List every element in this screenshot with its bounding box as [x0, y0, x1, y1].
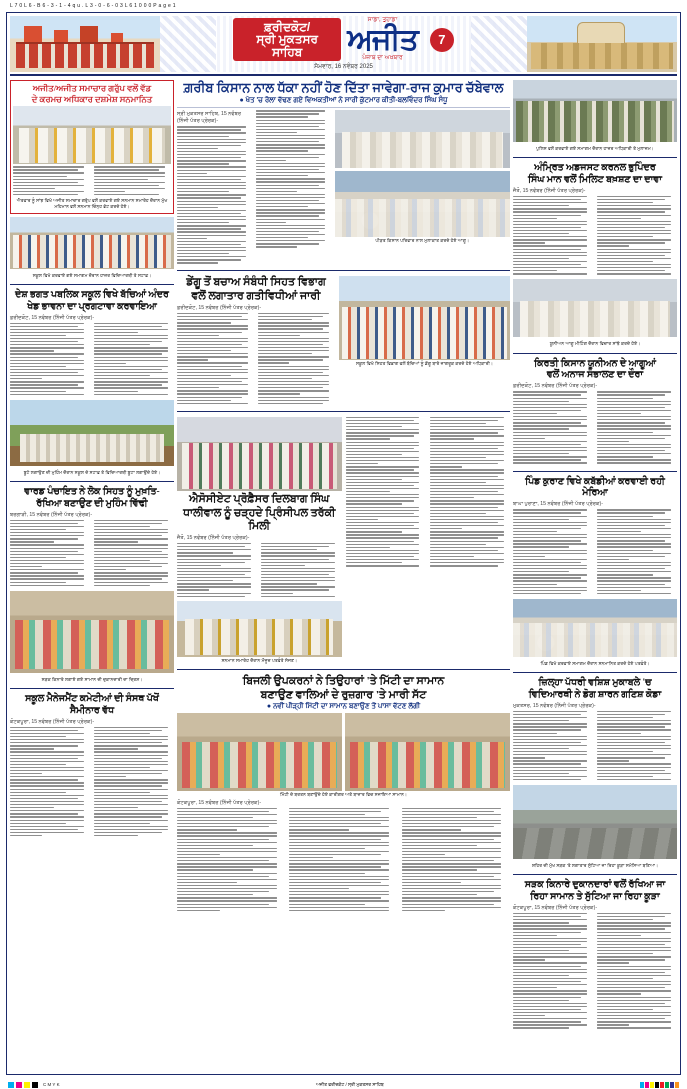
pottery-caption: ਮਿੱਟੀ ਦੇ ਬਰਤਨ ਬਣਾਉਂਦੇ ਹੋਏ ਕਾਰੀਗਰ ਅਤੇ ਬਾਜ਼ਾਰ ਵਿਚ ਸਜਾਇਆ ਸਾਮਾਨ। — [279, 792, 407, 798]
divider-center-2 — [177, 411, 510, 412]
edition-line-2: ਸ੍ਰੀ ਮੁਕਤਸਰ ਸਾਹਿਬ — [256, 32, 318, 59]
tree-plantation-photo — [10, 400, 174, 466]
pottery-subhead-text: ਨਵੀਂ ਪੀੜ੍ਹੀ ਮਿੱਟੀ ਦਾ ਸਾਮਾਨ ਬਣਾਉਣ ਤੋਂ ਪਾਸਾ ਵੱਟਣ ਲੱਗੀ — [273, 703, 421, 711]
divider-r4 — [513, 672, 677, 673]
lead-body-col-1 — [177, 126, 252, 263]
roadside-headline-2: ਰਿਹਾ ਸਾਮਾਨ ਤੇ ਸੁੱਟਿਆ ਜਾ ਰਿਹਾ ਕੂੜਾ — [530, 892, 660, 903]
lead-body-col-2 — [256, 110, 331, 247]
roadside-byline: ਕੋਟਕਪੂਰਾ, 15 ਨਵੰਬਰ (ਨਿੱਜੀ ਪੱਤਰ ਪ੍ਰੇਰਕ)- — [513, 904, 598, 911]
divider-center-3 — [177, 669, 510, 670]
professor-body — [177, 543, 342, 599]
column-right — [513, 80, 677, 1067]
article-sanman-headline-2: ਦੇ ਕਰਮਚ ਅਧਿਕਾਰ ਦਸ਼ਮੇਸ਼ ਸਨਮਾਨਿਤ — [31, 93, 153, 104]
students-group-caption: ਸਕੂਲ ਵਿਖੇ ਕਰਵਾਏ ਗਏ ਸਮਾਗਮ ਦੌਰਾਨ ਹਾਜ਼ਰ ਵਿਦਿਆਰਥੀ ਤੇ ਸਟਾਫ਼। — [32, 272, 152, 278]
divider-r3 — [513, 471, 677, 472]
police-parade-caption: ਪੁਲਿਸ ਵਲੋਂ ਕਰਵਾਏ ਗਏ ਸਮਾਗਮ ਦੌਰਾਨ ਹਾਜ਼ਰ ਅਧਿਕਾਰੀ ਤੇ ਮੁਲਾਜ਼ਮ। — [536, 146, 654, 151]
article-sports-headline-2: ਖੇਡ ਭਾਵਨਾ ਦਾ ਪ੍ਰਗਟਾਵਾ ਕਰਵਾਇਆ — [27, 301, 157, 312]
article-health-headline-1: ਵਾਰਡ ਪੰਚਾਇਤ ਨੇ ਲੋਕ ਸਿਹਤ ਨੂੰ ਮੁਖ਼ਤਿ- — [24, 486, 160, 497]
lead-headline: ਗ਼ਰੀਬ ਕਿਸਾਨ ਨਾਲ ਧੱਕਾ ਨਹੀਂ ਹੋਣ ਦਿੱਤਾ ਜਾਵੇਗਾ-ਰਾਜ ਕੁਮਾਰ ਚੱਬੇਵਾਲ — [183, 80, 504, 95]
newspaper-logo: ਅਜੀਤ — [347, 22, 418, 56]
article-smc-seminar — [10, 694, 174, 838]
kisan-headline-2: ਵਲੋਂ ਅਨਾਜ ਸੰਭਾਲਣ ਦਾ ਦੌਰਾ — [546, 370, 644, 381]
roadside-headline-1: ਸੜਕ ਕਿਨਾਰੇ ਦੁਕਾਨਦਾਰਾਂ ਵਲੋਂ ਰੱਖਿਆ ਜਾ — [524, 880, 666, 891]
article-sports-headline-1: ਦੇਸ਼ ਭਗਤ ਪਬਲਿਕ ਸਕੂਲ ਵਿਖੇ ਬੱਚਿਆਂ ਅੰਦਰ — [15, 289, 169, 300]
masthead-ornament-left — [160, 16, 216, 72]
union-leaders-photo — [513, 279, 677, 337]
divider-center-1 — [177, 270, 510, 271]
village-byline: ਬਾਘਾ ਪੁਰਾਣਾ, 15 ਨਵੰਬਰ (ਨਿੱਜੀ ਪੱਤਰ ਪ੍ਰੇਰਕ)- — [513, 501, 604, 508]
dengue-headline-2: ਵਲੋਂ ਲਗਾਤਾਰ ਗਤੀਵਿਧੀਆਂ ਜਾਰੀ — [191, 290, 321, 303]
kisan-body — [513, 391, 677, 465]
center-mid-block-2 — [177, 417, 510, 664]
farmer-interview-photo — [335, 110, 511, 168]
district-headline-2: ਵਿਦਿਆਰਥੀ ਨੇ ਡੋਗ ਸ਼ਾਰਨ ਗਣਿਸ਼ ਕੋਡਾ — [528, 690, 662, 700]
masthead-divider — [10, 74, 677, 76]
union-leaders-caption: ਯੂਨੀਅਨ ਆਗੂ ਮੀਟਿੰਗ ਦੌਰਾਨ ਵਿਚਾਰ ਸਾਂਝੇ ਕਰਦੇ ਹੋਏ। — [549, 341, 641, 347]
masthead-ornament-right — [471, 16, 527, 72]
street-market-caption: ਸੜਕ ਕਿਨਾਰੇ ਲਗਾਏ ਗਏ ਸਾਮਾਨ ਦੀ ਦੁਕਾਨਦਾਰੀ ਦਾ ਦ੍ਰਿਸ਼। — [41, 676, 143, 682]
column-center — [177, 80, 510, 1067]
publication-date: ਸੋਮਵਾਰ, 16 ਨਵੰਬਰ 2025 — [314, 63, 373, 70]
lead-byline: ਸ੍ਰੀ ਮੁਕਤਸਰ ਸਾਹਿਬ, 15 ਨਵੰਬਰ (ਨਿੱਜੀ ਪੱਤਰ ਪ੍ਰੇਰਕ)- — [177, 111, 242, 125]
dengue-byline: ਫ਼ਰੀਦਕੋਟ, 15 ਨਵੰਬਰ (ਨਿੱਜੀ ਪੱਤਰ ਪ੍ਰੇਰਕ)- — [177, 304, 262, 311]
village-body — [513, 509, 677, 596]
divider-1 — [10, 284, 174, 285]
masthead-right-photo — [527, 16, 677, 72]
cmyk-label: C M Y K — [43, 1082, 60, 1087]
ladies-group-caption: ਸਨਮਾਨ ਸਮਾਰੋਹ ਦੌਰਾਨ ਮੌਜੂਦ ਪਤਵੰਤੇ ਸੱਜਣ। — [221, 657, 298, 663]
lead-photo-caption: ਪੀੜਤ ਕਿਸਾਨ ਪਰਿਵਾਰ ਨਾਲ ਮੁਲਾਕਾਤ ਕਰਦੇ ਹੋਏ ਆਗੂ। — [375, 238, 470, 244]
pottery-market-photo — [345, 713, 510, 791]
police-parade-photo — [513, 80, 677, 142]
center-mid-block — [177, 276, 510, 405]
edition-badge — [233, 18, 341, 62]
article-dengue — [177, 276, 335, 405]
newspaper-page — [6, 12, 681, 1075]
pottery-subhead: ● ਨਵੀਂ ਪੀੜ੍ਹੀ ਮਿੱਟੀ ਦਾ ਸਾਮਾਨ ਬਣਾਉਣ ਤੋਂ ਪਾਸਾ ਵੱਟਣ ਲੱਗੀ — [266, 703, 421, 711]
students-group-photo — [10, 217, 174, 269]
lead-subhead-text: ਖੇਤ 'ਚ ਰੋਲਾ ਵੱਢਣ ਗਏ ਵਿਅਕਤੀਆਂ ਨੇ ਸਾਰੀ ਕੁੱਟਮਾਰ ਕੀਤੀ-ਬਲਵਿੰਦਰ ਸਿੰਘ ਸੰਧੂ — [245, 97, 448, 105]
article-sanman-caption: ਐਤਵਾਰ ਨੂੰ ਸਾਂਝ ਵਿਖੇ ਅਜੀਤ ਸਮਾਚਾਰ ਗਰੁੱਪ ਵਲੋਂ ਕਰਵਾਏ ਗਏ ਸਨਮਾਨ ਸਮਾਰੋਹ ਦੌਰਾਨ ਮੁੱਖ ਮਹਿਮਾਨ ਵਲੋਂ ਸਨਮਾਨ ਚਿੰਨ੍ਹ ਭੇਟ ਕਰਦੇ ਹੋਏ। — [16, 198, 168, 210]
dengue-headline-1: ਡੇਂਗੂ ਤੋਂ ਬਚਾਅ ਸੰਬੰਧੀ ਸਿਹਤ ਵਿਭਾਗ — [186, 276, 326, 289]
divider-r5 — [513, 874, 677, 875]
district-headline-1: ਜ਼ਿਲ੍ਹਾ ਪੱਧਰੀ ਵਸ਼ਿਸ਼ ਮੁਕਾਬਲੇ 'ਚ — [538, 678, 652, 689]
article-smc-byline: ਕੋਟਕਪੂਰਾ, 15 ਨਵੰਬਰ (ਨਿੱਜੀ ਪੱਤਰ ਪ੍ਰੇਰਕ)- — [10, 718, 95, 725]
article-smc-headline: ਸਕੂਲ ਮੈਨੇਜਮੈਂਟ ਕਮੇਟੀਆਂ ਦੀ ਸੰਸਥ ਪੱਖੋਂ ਸੈਮੀਨਾਰ ਵੱਧ — [25, 693, 159, 716]
registration-text: L 7 0 L 6 - B 6 - 3 - 1 - 4 q u . L 3 - 0 - 6 - 0 3 L 6 1 0 0 0 P a g e 1 — [10, 2, 176, 9]
divider-2 — [10, 481, 174, 482]
pottery-body — [177, 808, 510, 913]
article-health-byline: ਬਰਗਾੜੀ, 15 ਨਵੰਬਰ (ਨਿੱਜੀ ਪੱਤਰ ਪ੍ਰੇਰਕ)- — [10, 511, 93, 518]
color-registration-bars — [640, 1082, 679, 1088]
logo-tagline-top: ਸਾਡਾ, ਤੁਹਾਡਾ — [367, 17, 398, 24]
article-health-headline-2: ਰੱਖਿਆ ਬਣਾਉਣ ਦੀ ਮੁਹਿੰਮ ਵਿੱਢੀ — [36, 498, 148, 509]
dengue-body — [177, 313, 335, 406]
bottom-print-bar — [0, 1080, 687, 1089]
pottery-headline-2: ਬਣਾਉਣ ਵਾਲਿਆਂ ਦੇ ਰੁਜ਼ਗਾਰ 'ਤੇ ਮਾਰੀ ਸੱਟ — [260, 688, 427, 701]
professor-headline-2: ਧਾਲੀਵਾਲ ਨੂੰ ਚੜ੍ਹਦੇ ਪ੍ਰਿੰਸੀਪਲ ਤਰੱਕੀ ਮਿਲੀ — [183, 506, 336, 533]
village-function-photo — [513, 599, 677, 657]
article-sports — [10, 290, 174, 397]
professor-byline: ਜੈਤੋ, 15 ਨਵੰਬਰ (ਨਿੱਜੀ ਪੱਤਰ ਪ੍ਰੇਰਕ)- — [177, 535, 250, 542]
cmyk-marks — [8, 1082, 60, 1088]
pottery-byline: ਕੋਟਕਪੂਰਾ, 15 ਨਵੰਬਰ (ਨਿੱਜੀ ਪੱਤਰ ਪ੍ਰੇਰਕ)- — [177, 799, 262, 806]
article-district-competition — [513, 678, 677, 782]
colonel-headline-2: ਸਿੰਘ ਮਾਨ ਵਲੋਂ ਮਿਲਿਟ ਬਖ਼ਸ਼ਣ ਦਾ ਦਾਵਾ — [527, 175, 663, 186]
colonel-byline: ਜੈਤੋ, 15 ਨਵੰਬਰ (ਨਿੱਜੀ ਪੱਤਰ ਪ੍ਰੇਰਕ)- — [513, 187, 586, 194]
article-sanman — [10, 80, 174, 214]
masthead — [10, 16, 677, 72]
tree-plantation-caption: ਬੂਟੇ ਲਗਾਉਣ ਦੀ ਮੁਹਿੰਮ ਦੌਰਾਨ ਸਕੂਲ ਦੇ ਸਟਾਫ਼ ਤੇ ਵਿਦਿਆਰਥੀ ਬੂਟਾ ਲਗਾਉਂਦੇ ਹੋਏ। — [23, 469, 161, 475]
masthead-logo-block — [347, 17, 418, 61]
school-assembly-caption: ਸਕੂਲ ਵਿਖੇ ਸਿਹਤ ਵਿਭਾਗ ਵਲੋਂ ਬੱਚਿਆਂ ਨੂੰ ਡੇਂਗੂ ਬਾਰੇ ਜਾਗਰੂਕ ਕਰਦੇ ਹੋਏ ਅਧਿਕਾਰੀ। — [355, 361, 493, 367]
kisan-headline-1: ਕਿਰਤੀ ਕਿਸਾਨ ਯੂਨੀਅਨ ਦੇ ਆਗੂਆਂ — [534, 358, 656, 369]
page-number-badge: 7 — [430, 28, 454, 52]
article-pottery — [177, 675, 510, 913]
ladies-group-photo — [177, 601, 342, 657]
article-smc-body — [10, 727, 174, 838]
article-sports-byline: ਫ਼ਰੀਦਕੋਟ, 15 ਨਵੰਬਰ (ਨਿੱਜੀ ਪੱਤਰ ਪ੍ਰੇਰਕ)- — [10, 314, 95, 321]
article-village-kabaddi — [513, 477, 677, 596]
street-market-photo — [10, 591, 174, 673]
village-headline: ਪਿੰਡ ਕੁਰਾਣ ਵਿਖੇ ਕਬੱਡੀਆਂ ਕਰਵਾਈ ਰਹੀ ਮੇਰਿਆ — [525, 476, 665, 499]
pottery-headline-1: ਬਿਜਲੀ ਉਪਕਰਨਾਂ ਨੇ ਤਿਉਹਾਰਾਂ 'ਤੇ ਮਿੱਟੀ ਦਾ ਸਾਮਾਨ — [242, 674, 445, 687]
leader-meeting-photo — [335, 171, 511, 237]
lead-subhead: ● ਖੇਤ 'ਚ ਰੋਲਾ ਵੱਢਣ ਗਏ ਵਿਅਕਤੀਆਂ ਨੇ ਸਾਰੀ ਕੁੱਟਮਾਰ ਕੀਤੀ-ਬਲਵਿੰਦਰ ਸਿੰਘ ਸੰਧੂ — [239, 97, 448, 105]
print-registration-strip — [0, 0, 687, 11]
colonel-body — [513, 196, 677, 276]
district-byline: ਮੁਕਤਸਰ, 15 ਨਵੰਬਰ (ਨਿੱਜੀ ਪੱਤਰ ਪ੍ਰੇਰਕ)- — [513, 702, 596, 709]
road-garbage-caption: ਸ਼ਹਿਰ ਦੀ ਮੁੱਖ ਸੜਕ 'ਤੇ ਲਗਾਤਾਰ ਸੁੱਟਿਆ ਜਾ ਰਿਹਾ ਕੂੜਾ ਸਮੱਸਿਆ ਬਣਿਆ। — [531, 863, 659, 869]
page-columns — [10, 78, 677, 1067]
article-lead — [177, 80, 510, 265]
bottom-publication-note: ਅਜੀਤ ਫਰੀਦਕੋਟ / ਸ੍ਰੀ ਮੁਕਤਸਰ ਸਾਹਿਬ — [315, 1082, 384, 1087]
handover-photo — [13, 106, 171, 164]
kisan-byline: ਫ਼ਰੀਦਕੋਟ, 15 ਨਵੰਬਰ (ਨਿੱਜੀ ਪੱਤਰ ਪ੍ਰੇਰਕ)- — [513, 383, 598, 390]
article-colonel — [513, 163, 677, 276]
district-body — [513, 711, 677, 782]
article-health-campaign — [10, 487, 174, 588]
article-roadside-shops — [513, 880, 677, 1030]
logo-tagline-bottom: ਪੰਜਾਬ ਦਾ ਅਖ਼ਬਾਰ — [362, 54, 403, 61]
divider-3 — [10, 688, 174, 689]
center-filler-body — [346, 417, 511, 569]
article-sanman-headline-1: ਅਜੀਤ/ਅਜੀਤ ਸਮਾਚਾਰ ਗਰੁੱਪ ਵਲੋਂ ਵੱਡ — [32, 83, 152, 93]
colonel-headline-1: ਅੰਮ੍ਰਿਤ ਅਡਜਸਟ ਕਰਨਲ ਭੁਪਿੰਦਰ — [534, 163, 656, 174]
lead-divider — [177, 107, 510, 108]
divider-r1 — [513, 157, 677, 158]
column-left — [10, 80, 174, 1067]
professor-headline-1: ਐਸੋਸੀਏਟ ਪ੍ਰੋਫ਼ੈਸਰ ਦਿਲਬਾਗ ਸਿੰਘ — [189, 492, 330, 505]
article-sanman-body — [13, 166, 171, 197]
article-kisan-union — [513, 359, 677, 466]
masthead-left-photo — [10, 16, 160, 72]
road-garbage-photo — [513, 785, 677, 859]
article-sports-body — [10, 323, 174, 397]
article-health-body — [10, 520, 174, 588]
masthead-center — [160, 16, 527, 72]
village-function-caption: ਪਿੰਡ ਵਿਖੇ ਕਰਵਾਏ ਸਮਾਗਮ ਦੌਰਾਨ ਸਨਮਾਨਿਤ ਕਰਦੇ ਹੋਏ ਪਤਵੰਤੇ। — [540, 660, 650, 666]
school-assembly-photo — [339, 276, 510, 360]
divider-r2 — [513, 353, 677, 354]
edition-line-1: ਫ਼ਰੀਦਕੋਟ/ — [264, 19, 311, 34]
pottery-worker-photo — [177, 713, 342, 791]
felicitation-photo — [177, 417, 342, 491]
roadside-body — [513, 913, 677, 1031]
